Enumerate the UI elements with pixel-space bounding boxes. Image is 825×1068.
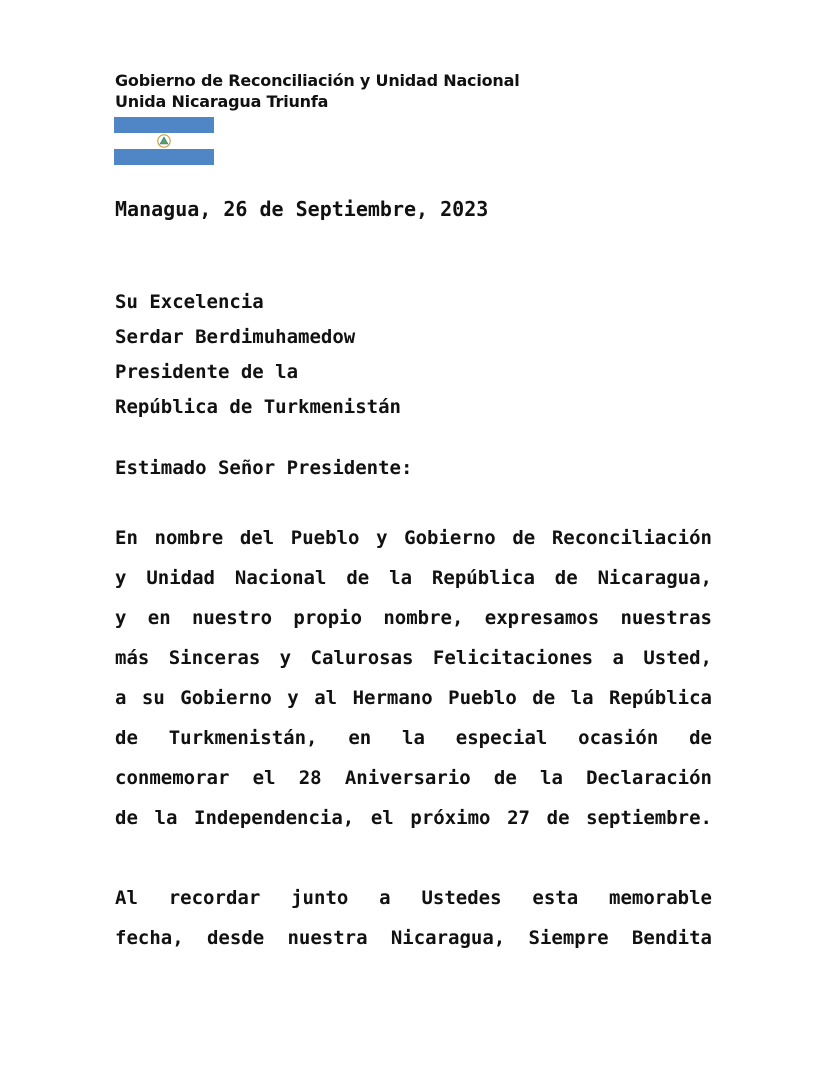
paragraph-line: Al recordar junto a Ustedes esta memorable	[115, 887, 712, 909]
flag-top-band	[114, 117, 214, 133]
paragraph-line: fecha, desde nuestra Nicaragua, Siempre Bendita	[115, 927, 712, 949]
letterhead	[115, 70, 520, 112]
flag-bottom-band	[114, 149, 214, 165]
paragraph-line: y Unidad Nacional de la República de Nicaragua,	[115, 567, 712, 589]
body-paragraph-2	[115, 878, 712, 958]
coat-of-arms-icon	[157, 134, 171, 148]
letterhead-line-1: Gobierno de Reconciliación y Unidad Nacional	[115, 71, 520, 90]
salutation: Estimado Señor Presidente:	[115, 457, 413, 479]
paragraph-line: conmemorar el 28 Aniversario de la Declaración	[115, 767, 712, 789]
paragraph-line: En nombre del Pueblo y Gobierno de Reconciliación	[115, 527, 712, 549]
letterhead-line-2: Unida Nicaragua Triunfa	[115, 92, 329, 111]
flag-middle-band	[114, 133, 214, 149]
recipient-line: Su Excelencia	[115, 291, 264, 313]
paragraph-line: de Turkmenistán, en la especial ocasión de	[115, 727, 712, 749]
paragraph-line: más Sinceras y Calurosas Felicitaciones a Usted,	[115, 647, 712, 669]
body-paragraph-1	[115, 518, 712, 838]
recipient-line: Serdar Berdimuhamedow	[115, 326, 356, 348]
recipient-line: Presidente de la	[115, 361, 299, 383]
paragraph-line: de la Independencia, el próximo 27 de septiembre.	[115, 807, 712, 829]
recipient-block	[115, 285, 401, 425]
recipient-line: República de Turkmenistán	[115, 396, 401, 418]
paragraph-line: a su Gobierno y al Hermano Pueblo de la República	[115, 687, 712, 709]
paragraph-line: y en nuestro propio nombre, expresamos nuestras	[115, 607, 712, 629]
letter-date: Managua, 26 de Septiembre, 2023	[115, 197, 489, 221]
nicaragua-flag-icon	[114, 117, 214, 165]
